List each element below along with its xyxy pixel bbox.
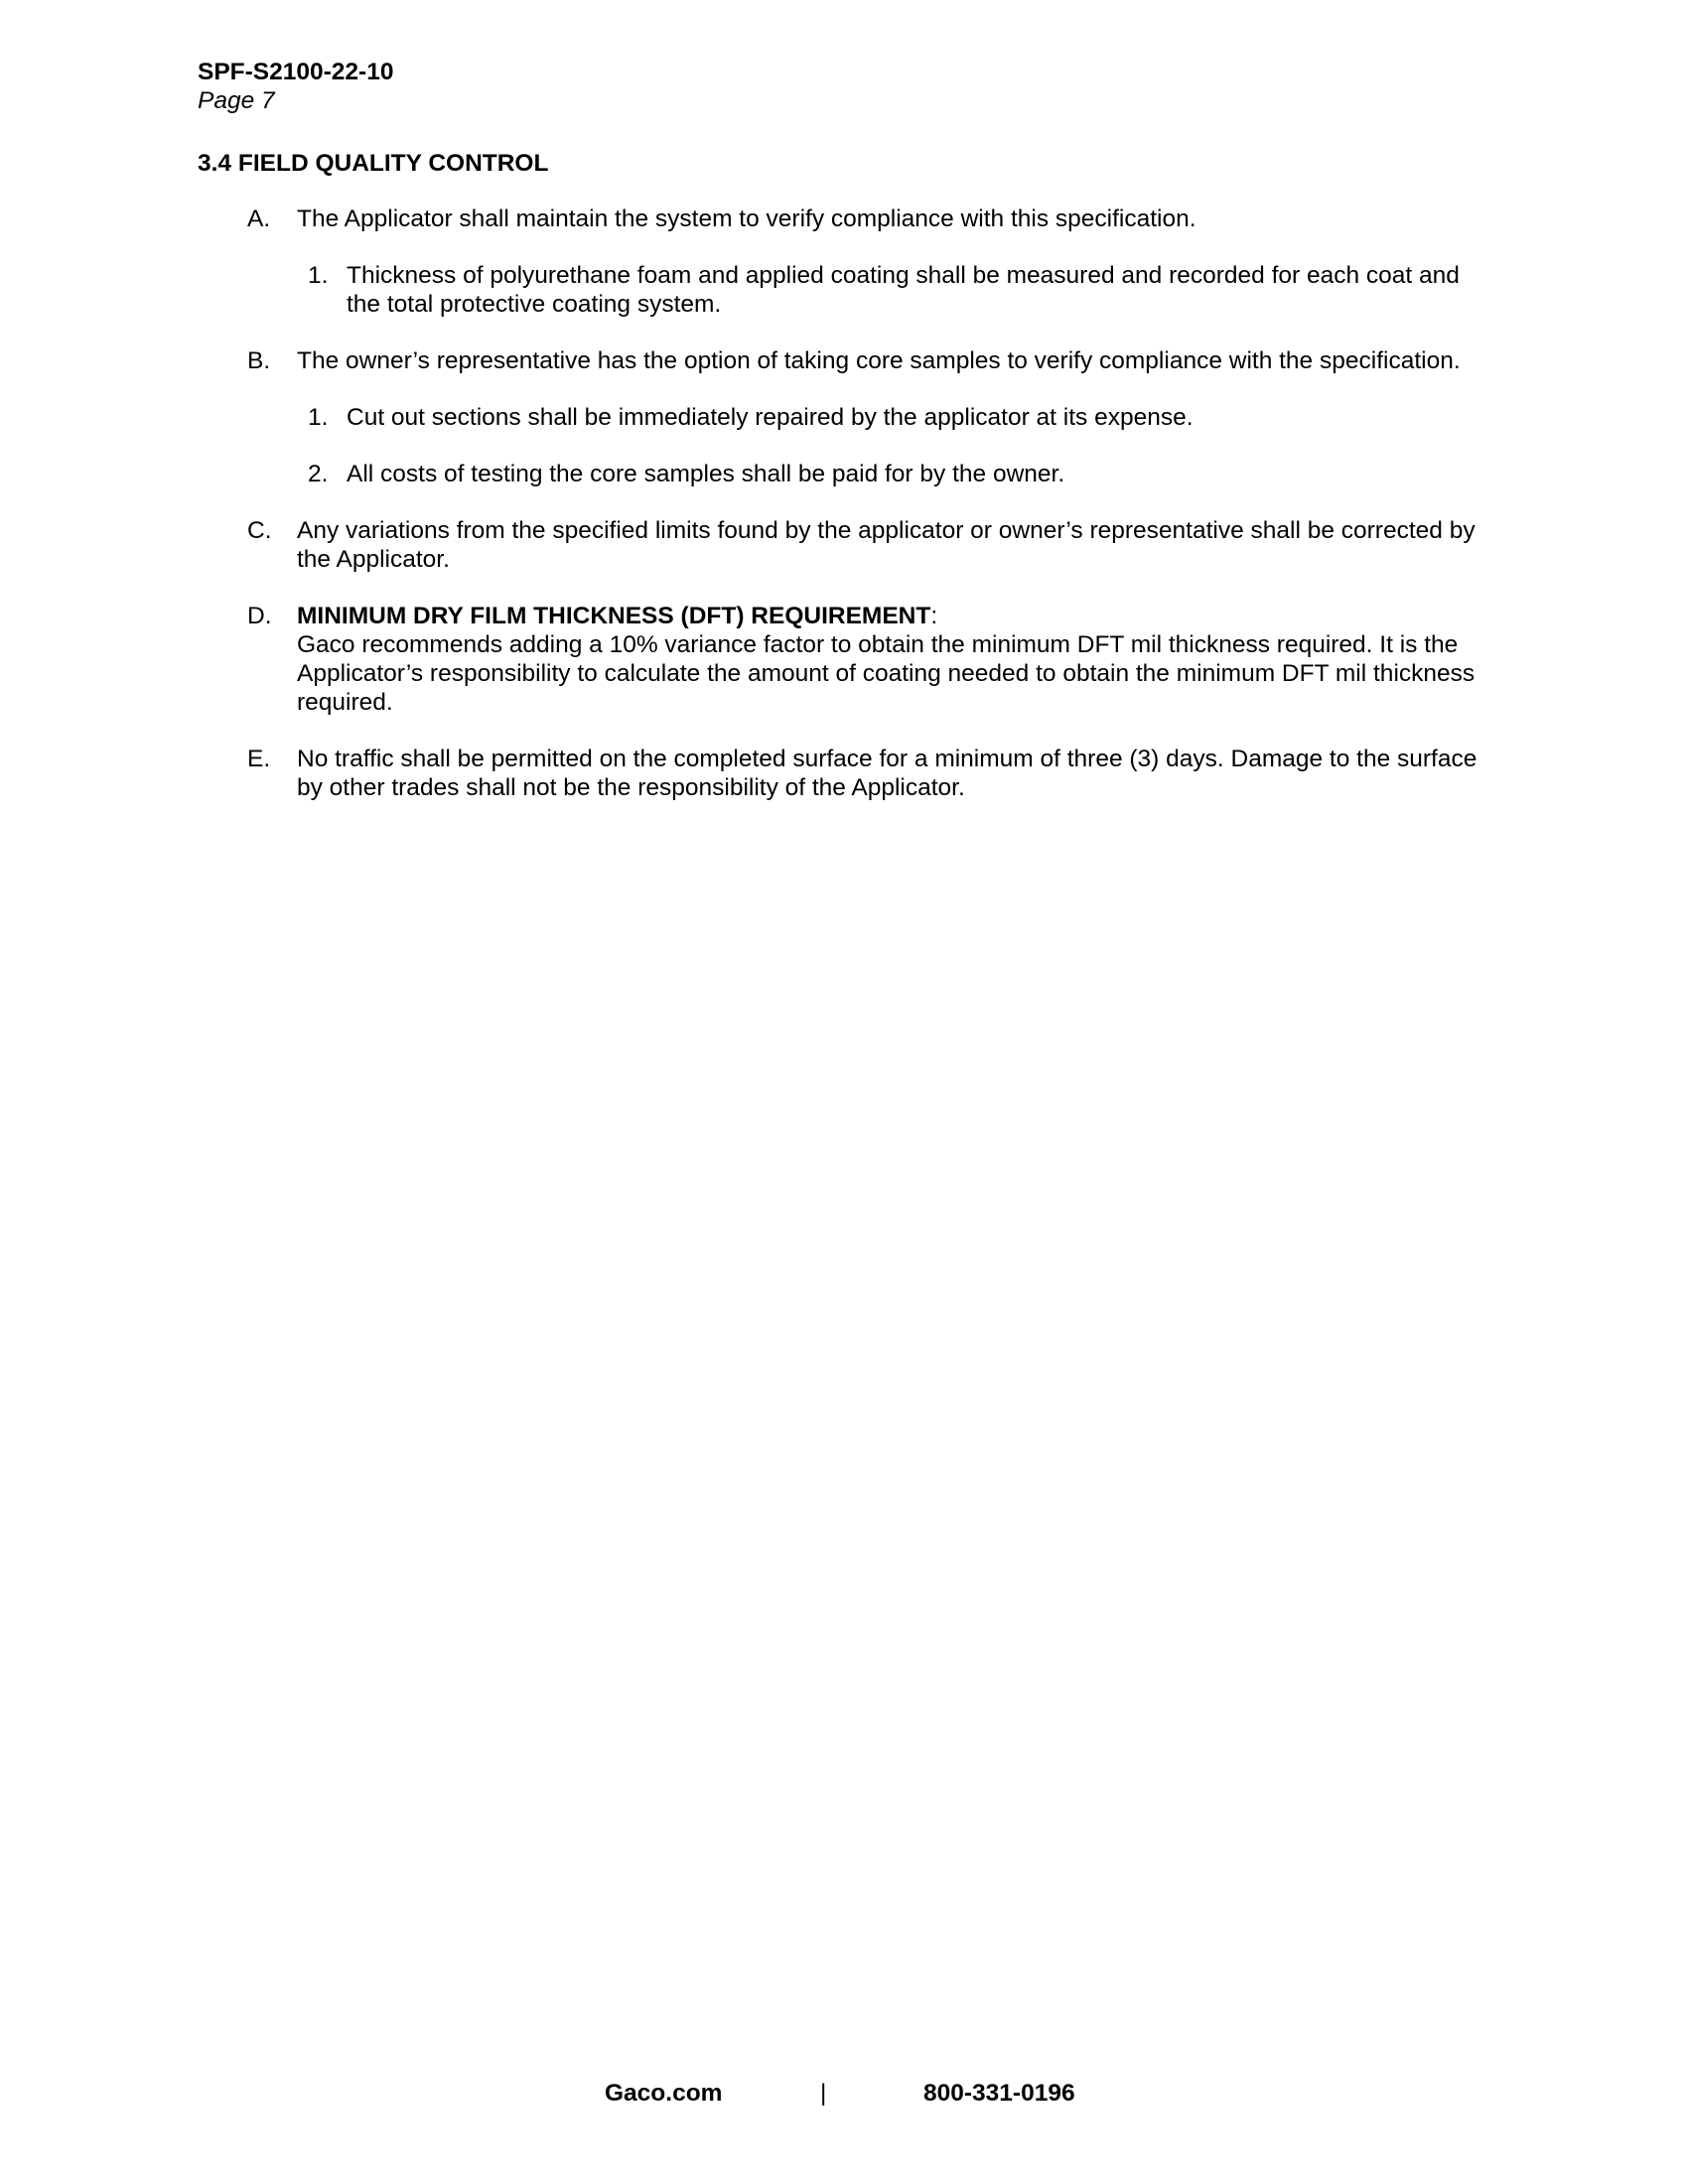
- item-d-text: Gaco recommends adding a 10% variance factor to obtain the minimum DFT mil thickness required. It is the Applicator’s responsibility to calculate the amount of coating needed to obtain the minimum DFT mil thickness required.: [297, 631, 1476, 716]
- item-b: [198, 346, 1498, 375]
- item-b-2-marker: 2.: [308, 461, 329, 487]
- document-id: SPF-S2100-22-10: [198, 59, 394, 85]
- footer-separator: |: [820, 2080, 827, 2107]
- page-header: [198, 58, 393, 115]
- footer-website: Gaco.com: [605, 2080, 723, 2107]
- item-a-1: [198, 261, 1498, 319]
- item-e-marker: E.: [247, 746, 271, 772]
- item-b-marker: B.: [247, 347, 271, 374]
- item-b-2-text: All costs of testing the core samples shall be paid for by the owner.: [347, 461, 1065, 487]
- section-title: 3.4 FIELD QUALITY CONTROL: [198, 150, 549, 177]
- item-a-text: The Applicator shall maintain the system to verify compliance with this specification.: [297, 205, 1196, 232]
- page-number: Page 7: [198, 87, 275, 114]
- dft-requirement-heading: MINIMUM DRY FILM THICKNESS (DFT) REQUIREMENT: [297, 603, 931, 629]
- item-c: [198, 516, 1498, 574]
- item-a-1-text: Thickness of polyurethane foam and applied coating shall be measured and recorded for each coat and the total protective coating system.: [347, 262, 1460, 318]
- section-content: [198, 205, 1498, 830]
- item-e: [198, 745, 1498, 802]
- item-d: [198, 602, 1498, 717]
- item-d-marker: D.: [247, 603, 272, 629]
- item-b-1: [198, 403, 1498, 432]
- item-c-marker: C.: [247, 517, 272, 544]
- item-a-marker: A.: [247, 205, 271, 232]
- item-b-2: [198, 460, 1498, 488]
- footer-phone: 800-331-0196: [923, 2080, 1075, 2107]
- item-d-heading-line: [297, 602, 1498, 630]
- item-a-1-marker: 1.: [308, 262, 329, 289]
- dft-heading-colon: :: [930, 603, 938, 629]
- item-b-1-text: Cut out sections shall be immediately repaired by the applicator at its expense.: [347, 404, 1194, 431]
- item-a: [198, 205, 1498, 233]
- item-c-text: Any variations from the specified limits found by the applicator or owner’s representative shall be corrected by the Applicator.: [297, 517, 1476, 573]
- item-b-text: The owner’s representative has the option of taking core samples to verify compliance with the specification.: [297, 347, 1461, 374]
- item-b-1-marker: 1.: [308, 404, 329, 431]
- item-e-text: No traffic shall be permitted on the completed surface for a minimum of three (3) days. Damage to the surface by other trades shall not be the responsibility of the Applicator.: [297, 746, 1477, 801]
